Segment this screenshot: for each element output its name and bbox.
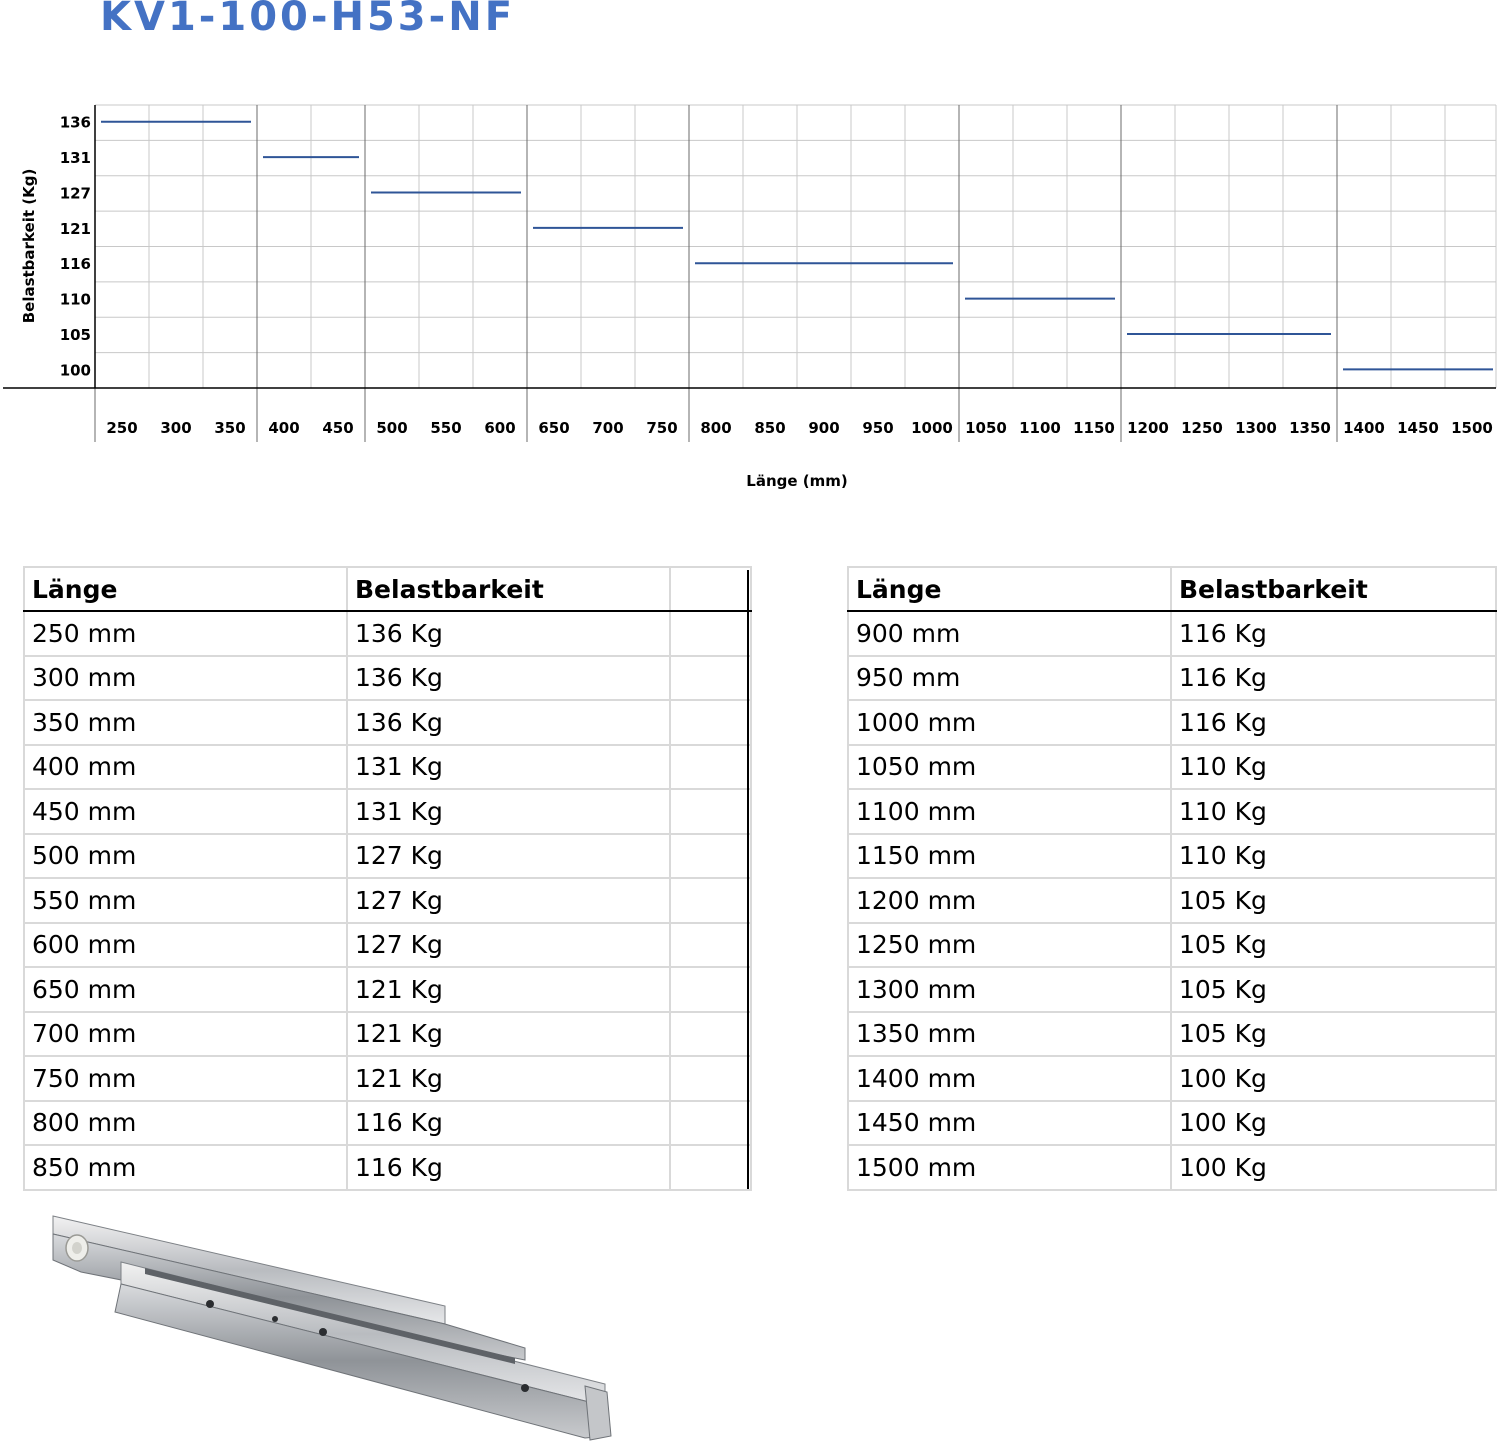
length-cell: 1450 mm	[848, 1101, 1171, 1146]
capacity-cell: 100 Kg	[1171, 1145, 1496, 1190]
length-cell: 600 mm	[24, 923, 347, 968]
capacity-cell: 105 Kg	[1171, 878, 1496, 923]
table-row	[24, 1145, 751, 1190]
y-tick-label: 127	[59, 184, 91, 203]
table-row	[24, 656, 751, 701]
y-tick-label: 136	[59, 113, 91, 132]
capacity-cell: 116 Kg	[1171, 611, 1496, 656]
table-row	[24, 745, 751, 790]
y-tick-labels	[60, 114, 91, 380]
empty-cell	[670, 967, 751, 1012]
x-tick-label: 1300	[1235, 419, 1277, 437]
table-row	[24, 1101, 751, 1146]
load-table-right	[847, 566, 1497, 1191]
length-cell: 1100 mm	[848, 789, 1171, 834]
length-cell: 1050 mm	[848, 745, 1171, 790]
x-tick-label: 300	[160, 419, 192, 437]
load-table-section	[23, 566, 1495, 1189]
empty-cell	[670, 923, 751, 968]
empty-cell	[670, 700, 751, 745]
table-row	[24, 789, 751, 834]
page-title: KV1-100-H53-NF	[100, 0, 516, 40]
table-row	[848, 923, 1496, 968]
table-header-row	[848, 567, 1496, 611]
x-tick-label: 800	[700, 419, 732, 437]
length-cell: 900 mm	[848, 611, 1171, 656]
table-divider	[747, 570, 749, 1189]
capacity-cell: 127 Kg	[347, 878, 670, 923]
y-axis-label: Belastbarkeit (Kg)	[20, 168, 38, 324]
capacity-cell: 131 Kg	[347, 789, 670, 834]
table-row	[848, 656, 1496, 701]
table-row	[848, 1012, 1496, 1057]
table-row	[848, 611, 1496, 656]
length-cell: 1300 mm	[848, 967, 1171, 1012]
x-tick-label: 500	[376, 419, 408, 437]
length-cell: 450 mm	[24, 789, 347, 834]
length-cell: 850 mm	[24, 1145, 347, 1190]
x-tick-label: 1100	[1019, 419, 1061, 437]
table-row	[24, 700, 751, 745]
capacity-cell: 100 Kg	[1171, 1101, 1496, 1146]
header-capacity: Belastbarkeit	[347, 567, 670, 611]
load-table-left	[23, 566, 752, 1191]
load-capacity-chart	[0, 0, 1500, 520]
capacity-cell: 116 Kg	[347, 1101, 670, 1146]
length-cell: 650 mm	[24, 967, 347, 1012]
empty-cell	[670, 789, 751, 834]
capacity-cell: 116 Kg	[1171, 700, 1496, 745]
x-tick-label: 1450	[1397, 419, 1439, 437]
table-header-row	[24, 567, 751, 611]
x-tick-label: 700	[592, 419, 624, 437]
x-tick-label: 450	[322, 419, 354, 437]
empty-cell	[670, 834, 751, 879]
length-cell: 1400 mm	[848, 1056, 1171, 1101]
x-tick-label: 750	[646, 419, 678, 437]
x-tick-label: 900	[808, 419, 840, 437]
capacity-cell: 116 Kg	[347, 1145, 670, 1190]
y-tick-label: 131	[59, 149, 91, 168]
empty-cell	[670, 611, 751, 656]
table-row	[848, 745, 1496, 790]
x-tick-label: 1050	[965, 419, 1007, 437]
length-cell: 550 mm	[24, 878, 347, 923]
header-length: Länge	[848, 567, 1171, 611]
x-tick-label: 400	[268, 419, 300, 437]
table-row	[24, 834, 751, 879]
capacity-cell: 127 Kg	[347, 923, 670, 968]
length-cell: 950 mm	[848, 656, 1171, 701]
x-tick-label: 1400	[1343, 419, 1385, 437]
length-cell: 1250 mm	[848, 923, 1171, 968]
header-capacity: Belastbarkeit	[1171, 567, 1496, 611]
length-cell: 700 mm	[24, 1012, 347, 1057]
x-tick-label: 850	[754, 419, 786, 437]
empty-cell	[670, 1145, 751, 1190]
capacity-cell: 136 Kg	[347, 700, 670, 745]
capacity-cell: 116 Kg	[1171, 656, 1496, 701]
x-tick-label: 550	[430, 419, 462, 437]
empty-cell	[670, 878, 751, 923]
x-tick-label: 1150	[1073, 419, 1115, 437]
table-row	[24, 1012, 751, 1057]
length-cell: 750 mm	[24, 1056, 347, 1101]
capacity-cell: 121 Kg	[347, 1056, 670, 1101]
x-tick-label: 1200	[1127, 419, 1169, 437]
capacity-cell: 105 Kg	[1171, 923, 1496, 968]
capacity-cell: 100 Kg	[1171, 1056, 1496, 1101]
y-tick-label: 110	[59, 290, 91, 309]
chart-axes	[3, 105, 1496, 442]
x-tick-label: 350	[214, 419, 246, 437]
drawer-slide-image	[45, 1208, 625, 1448]
length-cell: 1500 mm	[848, 1145, 1171, 1190]
length-cell: 800 mm	[24, 1101, 347, 1146]
capacity-cell: 105 Kg	[1171, 967, 1496, 1012]
chart-grid	[95, 105, 1496, 388]
table-row	[848, 1101, 1496, 1146]
y-tick-label: 100	[59, 361, 91, 380]
empty-cell	[670, 656, 751, 701]
y-tick-label: 116	[59, 255, 91, 274]
table-row	[24, 1056, 751, 1101]
x-axis-label: Länge (mm)	[746, 472, 848, 490]
capacity-cell: 110 Kg	[1171, 745, 1496, 790]
length-cell: 1150 mm	[848, 834, 1171, 879]
header-length: Länge	[24, 567, 347, 611]
x-tick-label: 250	[106, 419, 138, 437]
table-row	[848, 789, 1496, 834]
x-tick-label: 1350	[1289, 419, 1331, 437]
table-row	[24, 923, 751, 968]
capacity-cell: 136 Kg	[347, 656, 670, 701]
empty-cell	[670, 745, 751, 790]
table-row	[848, 1056, 1496, 1101]
table-row	[848, 967, 1496, 1012]
capacity-cell: 131 Kg	[347, 745, 670, 790]
table-row	[848, 878, 1496, 923]
empty-cell	[670, 1056, 751, 1101]
x-tick-label: 650	[538, 419, 570, 437]
x-tick-labels	[106, 419, 1493, 437]
length-cell: 500 mm	[24, 834, 347, 879]
length-cell: 350 mm	[24, 700, 347, 745]
capacity-cell: 110 Kg	[1171, 789, 1496, 834]
table-row	[848, 1145, 1496, 1190]
y-tick-label: 105	[59, 325, 91, 344]
x-tick-label: 1250	[1181, 419, 1223, 437]
length-cell: 300 mm	[24, 656, 347, 701]
capacity-cell: 121 Kg	[347, 1012, 670, 1057]
table-row	[24, 878, 751, 923]
table-row	[24, 967, 751, 1012]
x-tick-label: 1000	[911, 419, 953, 437]
capacity-cell: 105 Kg	[1171, 1012, 1496, 1057]
capacity-cell: 121 Kg	[347, 967, 670, 1012]
y-tick-label: 121	[59, 219, 91, 238]
header-empty	[670, 567, 751, 611]
empty-cell	[670, 1012, 751, 1057]
capacity-cell: 110 Kg	[1171, 834, 1496, 879]
x-tick-label: 1500	[1451, 419, 1493, 437]
length-cell: 1000 mm	[848, 700, 1171, 745]
length-cell: 400 mm	[24, 745, 347, 790]
table-row	[848, 700, 1496, 745]
table-row	[24, 611, 751, 656]
capacity-cell: 127 Kg	[347, 834, 670, 879]
length-cell: 1200 mm	[848, 878, 1171, 923]
table-row	[848, 834, 1496, 879]
capacity-cell: 136 Kg	[347, 611, 670, 656]
x-tick-label: 950	[862, 419, 894, 437]
empty-cell	[670, 1101, 751, 1146]
length-cell: 1350 mm	[848, 1012, 1171, 1057]
x-tick-label: 600	[484, 419, 516, 437]
length-cell: 250 mm	[24, 611, 347, 656]
